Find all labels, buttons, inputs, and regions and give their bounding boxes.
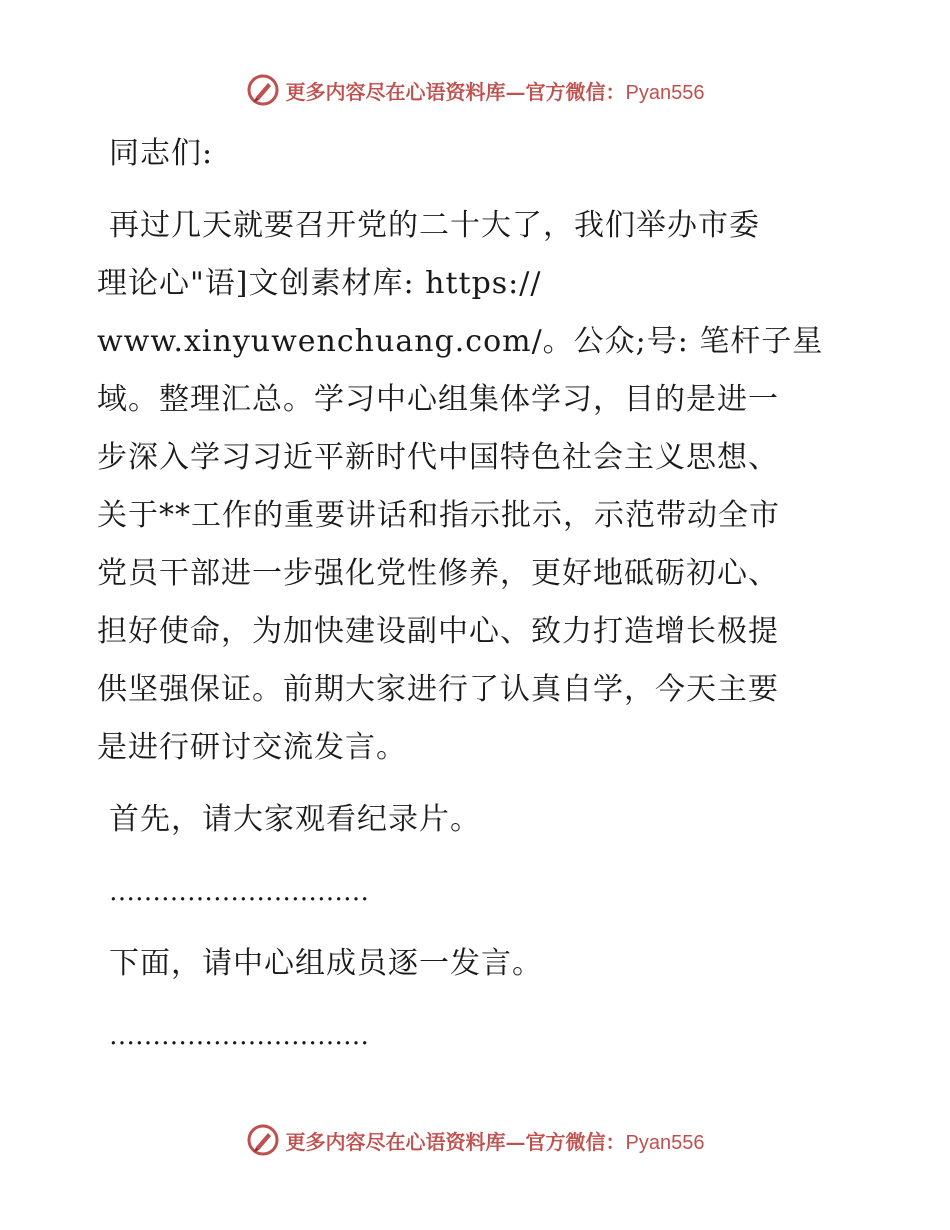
footer-watermark	[0, 1120, 950, 1160]
greeting: 同志们:	[109, 136, 214, 171]
paragraph-line: 再过几天就要召开党的二十大了，我们举办市委	[109, 208, 760, 243]
paragraph-line: 理论心"语]文创素材库: https://	[97, 266, 542, 301]
paragraph-line: 党员干部进一步强化党性修养，更好地砥砺初心、	[97, 556, 779, 591]
document-body	[97, 125, 857, 1065]
paragraph-line: www.xinyuwenchuang.com/。公众;号: 笔杆子星	[97, 324, 824, 359]
header-watermark-text: 更多内容尽在心语资料库—官方微信：	[285, 79, 626, 104]
paragraph-documentary: 首先，请大家观看纪录片。	[109, 802, 481, 837]
paragraph-line: 关于**工作的重要讲话和指示批示，示范带动全市	[97, 498, 780, 533]
header-watermark	[0, 70, 950, 110]
paragraph-line: 步深入学习习近平新时代中国特色社会主义思想、	[97, 440, 779, 475]
footer-wechat-id: Pyan556	[625, 1131, 705, 1154]
pen-logo-icon	[246, 1123, 280, 1157]
pen-logo-icon	[246, 73, 280, 107]
footer-watermark-text: 更多内容尽在心语资料库—官方微信：	[285, 1129, 626, 1154]
header-wechat-id: Pyan556	[625, 81, 705, 104]
paragraph-line: 是进行研讨交流发言。	[97, 730, 407, 765]
paragraph-speeches: 下面，请中心组成员逐一发言。	[109, 946, 543, 981]
paragraph-line: 供坚强保证。前期大家进行了认真自学，今天主要	[97, 672, 779, 707]
paragraph-line: 域。整理汇总。学习中心组集体学习，目的是进一	[97, 382, 779, 417]
paragraph-line: 担好使命，为加快建设副中心、致力打造增长极提	[97, 614, 779, 649]
ellipsis-line: …………………………	[109, 877, 369, 907]
ellipsis-line: …………………………	[109, 1021, 369, 1051]
